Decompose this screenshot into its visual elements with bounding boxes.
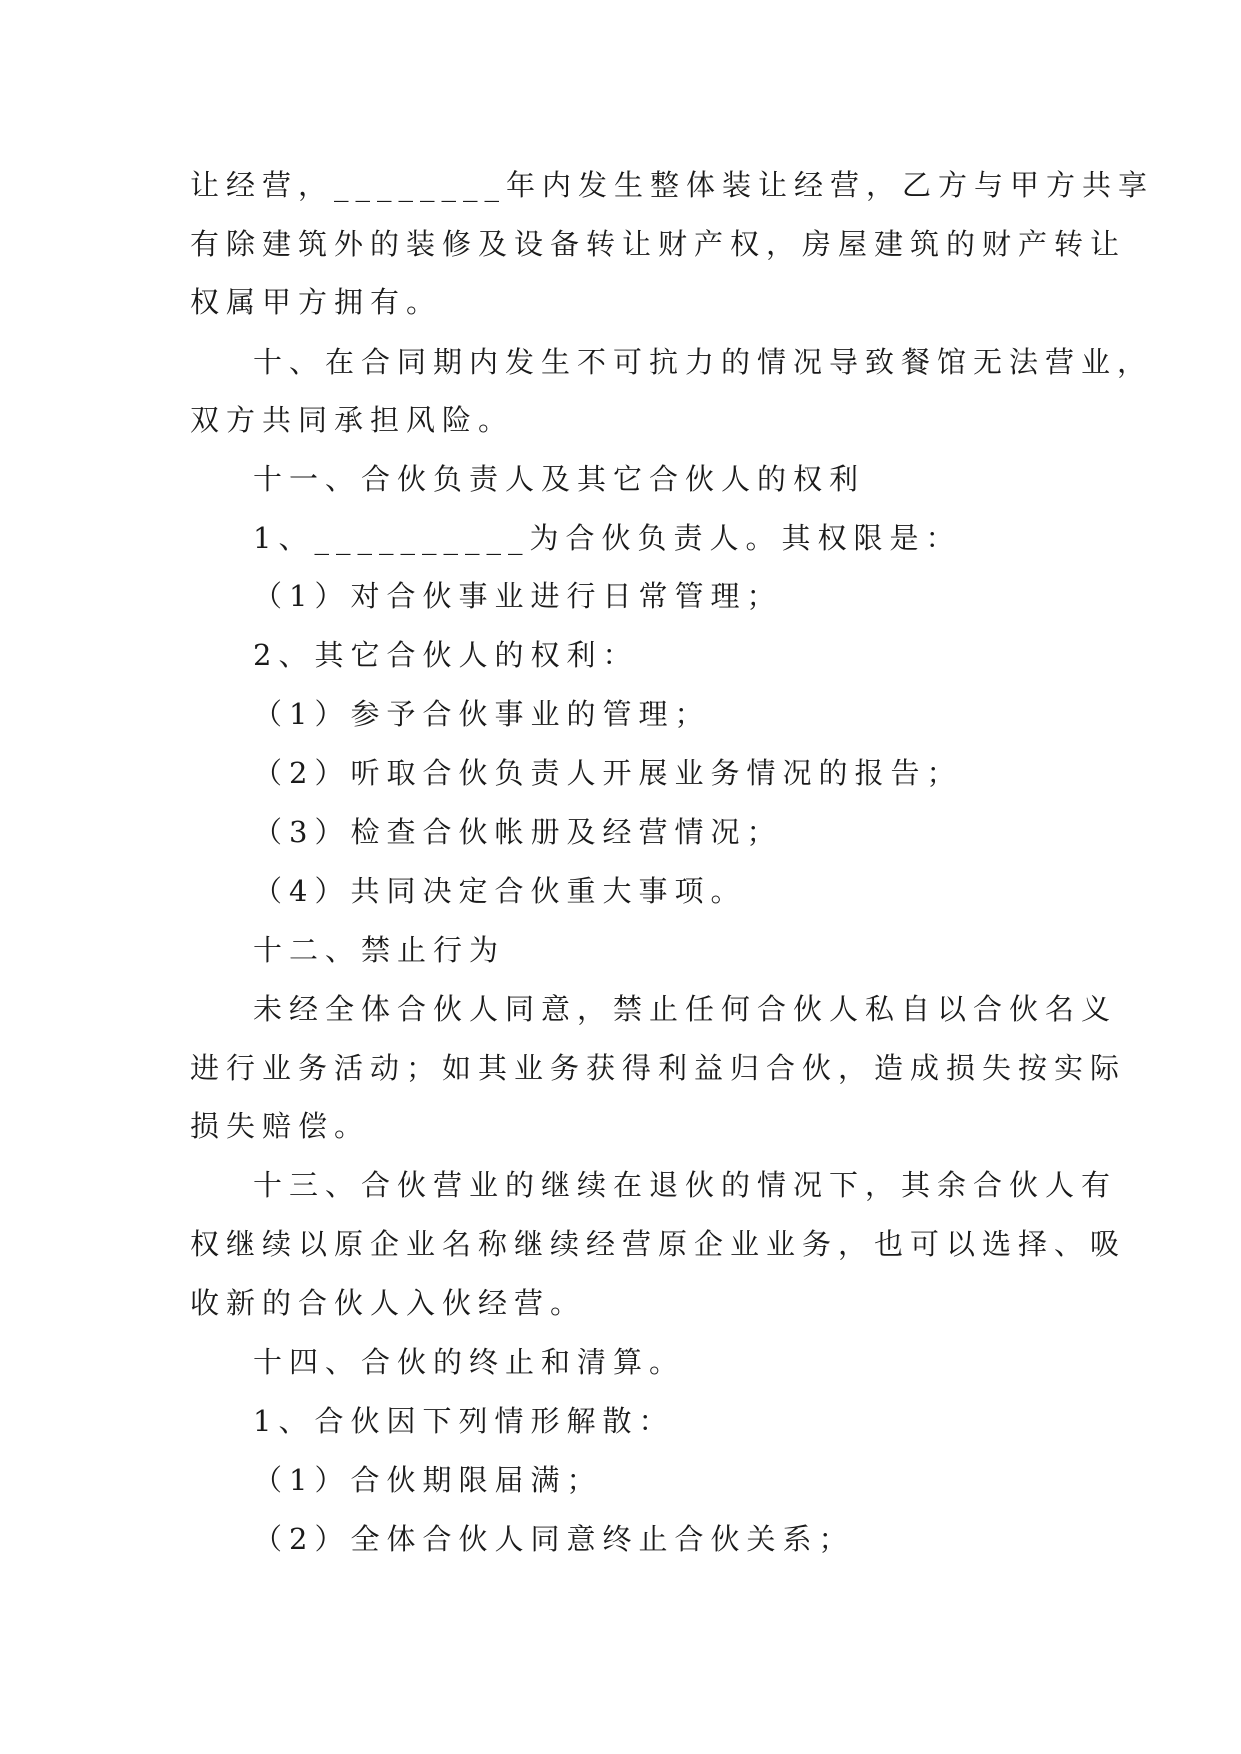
list-item: （4）共同决定合伙重大事项。: [253, 874, 747, 908]
paragraph-line: 权属甲方拥有。: [190, 285, 443, 319]
list-item: 2、其它合伙人的权利：: [253, 638, 639, 672]
clause-heading: 十三、合伙营业的继续在退伙的情况下，其余合伙人有: [253, 1168, 1118, 1202]
paragraph-line: 有除建筑外的装修及设备转让财产权，房屋建筑的财产转让: [190, 227, 1127, 261]
clause-heading: 十四、合伙的终止和清算。: [253, 1345, 686, 1379]
list-item: （1）参予合伙事业的管理；: [253, 697, 711, 731]
paragraph-line: 进行业务活动；如其业务获得利益归合伙，造成损失按实际: [190, 1051, 1127, 1085]
paragraph-line: 让经营，________年内发生整体装让经营，乙方与甲方共享: [190, 168, 1155, 202]
list-item: （1）合伙期限届满；: [253, 1463, 603, 1497]
clause-heading: 十、在合同期内发生不可抗力的情况导致餐馆无法营业，: [253, 345, 1154, 379]
paragraph-line: 损失赔偿。: [190, 1109, 371, 1143]
list-item: 1、合伙因下列情形解散：: [253, 1404, 675, 1438]
list-item: （2）全体合伙人同意终止合伙关系；: [253, 1522, 855, 1556]
clause-heading: 十二、禁止行为: [253, 933, 506, 967]
list-item: （3）检查合伙帐册及经营情况；: [253, 815, 783, 849]
clause-heading: 十一、合伙负责人及其它合伙人的权利: [253, 462, 866, 496]
paragraph-line: 权继续以原企业名称继续经营原企业业务，也可以选择、吸: [190, 1227, 1127, 1261]
paragraph-line: 未经全体合伙人同意，禁止任何合伙人私自以合伙名义: [253, 992, 1118, 1026]
paragraph-line: 双方共同承担风险。: [190, 403, 515, 437]
paragraph-line: 收新的合伙人入伙经营。: [190, 1286, 587, 1320]
list-item: （2）听取合伙负责人开展业务情况的报告；: [253, 756, 963, 790]
list-item: 1、__________为合伙负责人。其权限是：: [253, 521, 962, 555]
list-item: （1）对合伙事业进行日常管理；: [253, 579, 783, 613]
